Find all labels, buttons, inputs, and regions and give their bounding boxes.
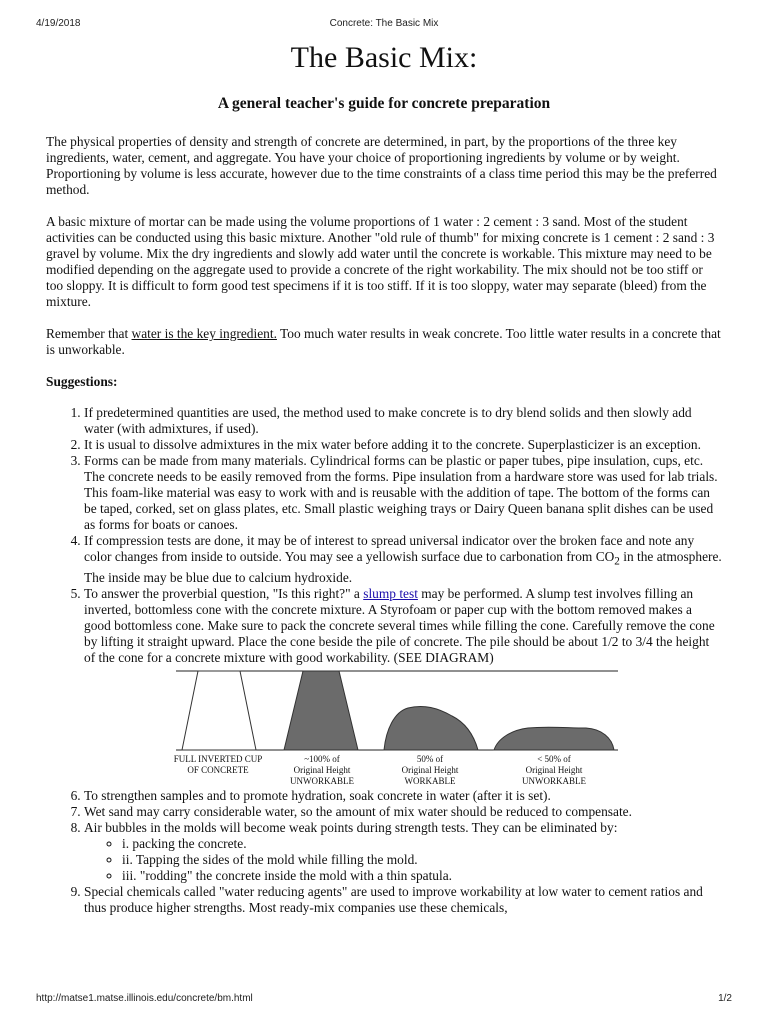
- carbonation-text: If compression tests are done, it may be of interest to spread universal indicator over the broken face and note any color changes from inside to outside. You may see a yellowish surface due to carbonation from CO: [84, 533, 695, 564]
- calcium-text: in the atmosphere. The inside may be blue due to calcium hydroxide.: [84, 549, 722, 585]
- list-item: [84, 820, 722, 884]
- slump-test-link[interactable]: slump test: [363, 585, 418, 601]
- caption-workable: 50% of Original Height WORKABLE: [401, 753, 459, 786]
- list-item: [84, 533, 722, 586]
- full-slump-pile: [284, 671, 358, 750]
- slump-description-text: may be performed. A slump test involves filling an inverted, bottomless cone with the concrete mixture. A Styrofoam or paper cup with the bottom removed makes a good bottomless cone. Make sure to pack the concrete several times while filling the cone. Carefully remove the cone by lifting it straight upward. Place the cone beside the pile of concrete. The pile should be about 1/2 to 3/4 the height of the cone for a concrete mixture with good workability. (SEE DIAGRAM): [84, 585, 715, 665]
- air-bubbles-text: Air bubbles in the molds will become weak points during strength tests. They can be eliminated by:: [84, 819, 618, 835]
- list-item: 6. To strengthen samples and to promote hydration, soak concrete in water (after it is set).: [84, 788, 722, 804]
- air-bubbles-sublist: [84, 836, 722, 884]
- list-item: 1. If predetermined quantities are used, the method used to make concrete is to dry blend solids and then slowly add water (with admixtures, if used).: [84, 405, 722, 437]
- caption-unworkable-sloppy: < 50% of Original Height UNWORKABLE: [522, 753, 586, 786]
- slump-test-diagram: [173, 666, 636, 788]
- caption-unworkable-full: ~100% of Original Height UNWORKABLE: [290, 753, 354, 786]
- sub-list-item: ◦ ii. Tapping the sides of the mold while filling the mold.: [122, 852, 722, 868]
- caption-full-cup: FULL INVERTED CUP OF CONCRETE: [173, 753, 263, 775]
- page-title: The Basic Mix:: [290, 41, 478, 74]
- water-text-before: Remember that: [46, 326, 132, 341]
- slump-intro-text: To answer the proverbial question, "Is this right?" a: [84, 585, 364, 601]
- sub-list-item: ◦ iii. "rodding" the concrete inside the mold with a thin spatula.: [122, 868, 722, 884]
- print-header: [36, 18, 732, 32]
- sub-list-item: ◦ i. packing the concrete.: [122, 836, 722, 852]
- print-title: Concrete: The Basic Mix: [329, 18, 439, 29]
- water-key-underlined: water is the key ingredient.: [131, 326, 277, 341]
- list-item: 7. Wet sand may carry considerable water, so the amount of mix water should be reduced to compensate.: [84, 804, 722, 820]
- list-item: 9. Special chemicals called "water reducing agents" are used to improve workability at low water to cement ratios and thus produce higher strengths. Most ready-mix companies use these chemicals,: [84, 884, 722, 916]
- suggestions-heading: Suggestions:: [46, 374, 118, 389]
- suggestions-list: [46, 405, 722, 916]
- sloppy-slump-pile: [494, 727, 614, 750]
- list-item: [84, 586, 722, 788]
- workable-slump-pile: [384, 706, 478, 750]
- paragraph-water-key: [46, 326, 722, 358]
- water-text-after: Too much water results in weak concrete. Too little water results in a concrete that is unworkable.: [46, 326, 721, 357]
- print-date: 4/19/2018: [36, 18, 81, 29]
- print-footer: [36, 993, 732, 1007]
- paragraph-proportions: The physical properties of density and strength of concrete are determined, in part, by the proportions of the three key ingredients, water, cement, and aggregate. You have your choice of proportioning ingredients by volume or by weight. Proportioning by volume is less accurate, however due to the time constraints of a class time period this may be the preferred method.: [46, 134, 717, 197]
- list-item: 2. It is usual to dissolve admixtures in the mix water before adding it to the concrete. Superplasticizer is an exception.: [84, 437, 722, 453]
- page-subtitle: A general teacher's guide for concrete preparation: [217, 95, 551, 112]
- document-body: [46, 40, 722, 916]
- paragraph-basic-mixture: A basic mixture of mortar can be made using the volume proportions of 1 water : 2 cement : 3 sand. Most of the student activities can be conducted using this basic mixture. Another "old rule of thumb" for mixing concrete is 1 cement : 2 sand : 3 gravel by volume. Mix the dry ingredients and slowly add water until the concrete is workable. This mixture may need to be modified depending on the aggregate used to provide a concrete of the right workability. The mix should not be too stiff or too sloppy. It is difficult to form good test specimens if it is too stiff. If it is too sloppy, water may separate (bleed) from the mixture.: [46, 214, 715, 309]
- print-url: http://matse1.matse.illinois.edu/concrete/bm.html: [36, 993, 253, 1004]
- inverted-cup-shape: [182, 671, 256, 750]
- page-number: 1/2: [718, 993, 732, 1004]
- list-item: 3. Forms can be made from many materials. Cylindrical forms can be plastic or paper tubes, pipe insulation, cups, etc. The concrete needs to be easily removed from the forms. Pipe insulation from a hardware store was used for lab trials. This foam-like material was easy to work with and is reusable with the addition of tape. The bottom of the forms can be taped, corked, set on glass plates, etc. Small plastic weighing trays or Dairy Queen banana split dishes can be used as forms for boats or canoes.: [84, 453, 722, 533]
- co2-subscript: 2: [614, 555, 620, 568]
